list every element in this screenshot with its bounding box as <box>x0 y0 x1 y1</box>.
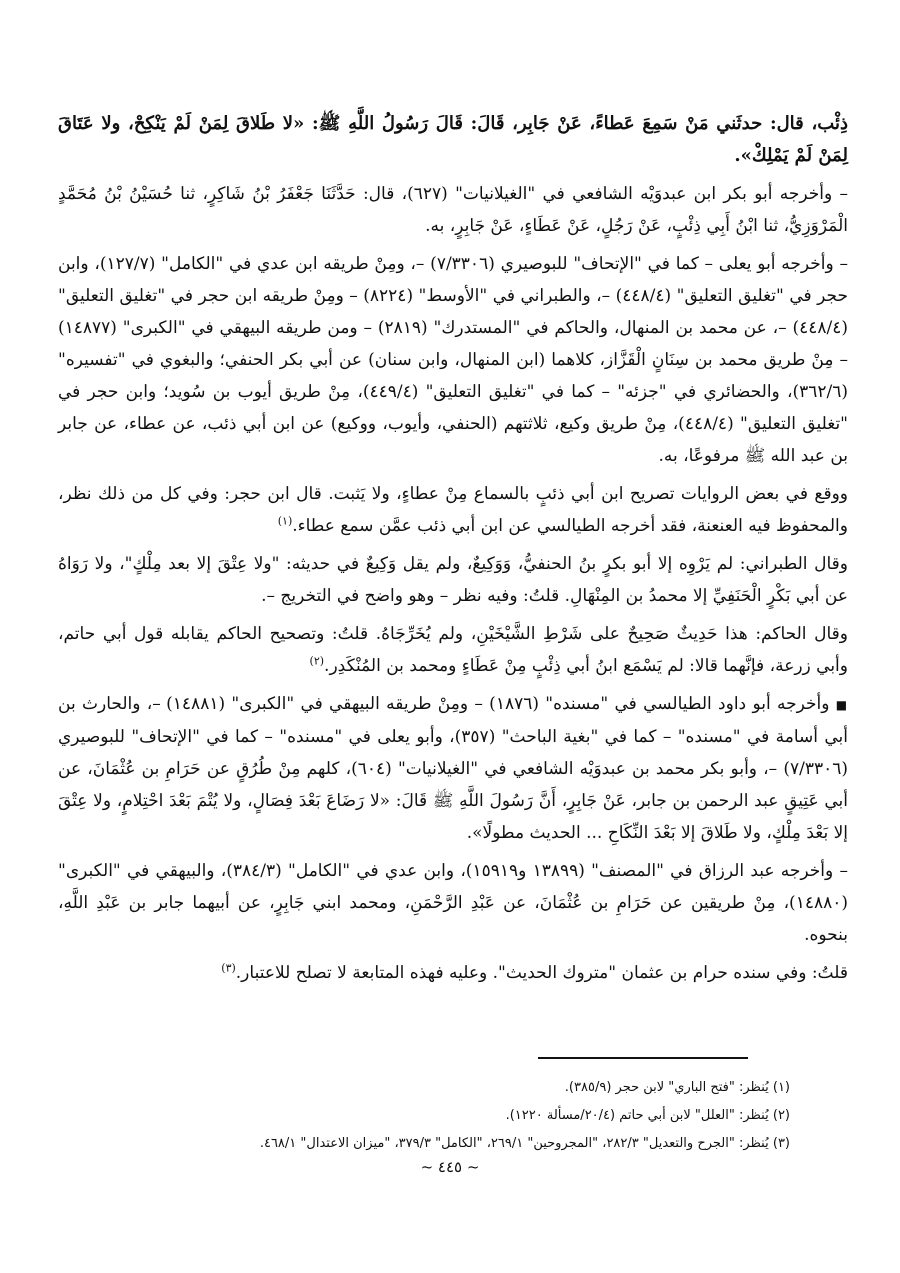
paragraph: – وأخرجه أبو بكر ابن عبدوَيْه الشافعي في "الغيلانيات" (٦٢٧)، قال: حَدَّثَنَا جَعْفَرُ بْنُ شَاكِرٍ، ثنا حُسَيْنُ بْنُ مُحَمَّدٍ الْمَرْوَزِيُّ، ثنا ابْنُ أَبِي ذِئْبٍ، عَنْ رَجُلٍ، عَنْ عَطَاءٍ، عَنْ جَابِرٍ، به. <box>58 184 848 236</box>
footnote: (٣) يُنظر: "الجرح والتعديل" ٢٨٢/٣، "المجروحين" ٢٦٩/١، "الكامل" ٣٧٩/٣، "ميزان الاعتدال" ٤٦٨/١. <box>259 1136 790 1151</box>
paragraph-text: وقال الحاكم: هذا حَدِيثٌ صَحِيحٌ على شَرْطِ الشَّيْخَيْنِ، ولم يُخَرِّجَاهُ. قلتُ: وتصحيح الحاكم يقابله قول أبي حاتم، وأبي زرعة، فإنَّهما قالا: لم يَسْمَع ابنُ أبي ذِئْبٍ مِنْ عَطَاءٍ ومحمد بن المُنْكَدِر. <box>58 624 848 676</box>
paragraph: وقال الطبراني: لم يَرْوِه إلا أبو بكرٍ بنُ الحنفيُّ، وَوَكِيعٌ، ولم يقل وَكِيعٌ في حديثه: "ولا عِتْقَ إلا بعد مِلْكٍ"، ولا رَوَاهُ عن أبي بَكْرٍ الْحَنَفِيِّ إلا محمدُ بن المِنْهَالِ. قلتُ: وفيه نظر – وهو واضح في التخريج –. <box>58 554 848 606</box>
paragraph <box>58 618 848 682</box>
paragraph <box>58 688 848 849</box>
main-text <box>58 108 848 995</box>
footnote: (١) يُنظر: "فتح الباري" لابن حجر (٣٨٥/٩). <box>564 1080 790 1095</box>
footnote-ref[interactable]: (٢) <box>309 654 325 668</box>
footnote-separator <box>538 1057 748 1059</box>
page-number: ~ ٤٤٥ ~ <box>420 1158 480 1176</box>
paragraph-text: قلتُ: وفي سنده حرام بن عثمان "متروك الحديث". وعليه فهذه المتابعة لا تصلح للاعتبار. <box>235 963 848 983</box>
footnote: (٢) يُنظر: "العلل" لابن أبي حاتم (٢٠/٤/مسألة ١٢٢٠). <box>505 1108 790 1123</box>
bullet-marker: ■ <box>835 698 848 712</box>
footnote-ref[interactable]: (٣) <box>221 961 236 975</box>
footnote-ref[interactable]: (١) <box>277 514 293 528</box>
paragraph: – وأخرجه عبد الرزاق في "المصنف" (١٣٨٩٩ و١٥٩١٩)، وابن عدي في "الكامل" (٣٨٤/٣)، والبيهقي في "الكبرى" (١٤٨٨٠)، مِنْ طريقين عن حَرَامِ بن عُثْمَانَ، عن عَبْدِ الرَّحْمَنِ، ومحمد ابني جَابِرٍ، عن أبيهما جابر بن عَبْدِ اللَّهِ، بنحوه. <box>58 861 848 945</box>
paragraph: – وأخرجه أبو يعلى – كما في "الإتحاف" للبوصيري (٧/٣٣٠٦) –، ومِنْ طريقه ابن عدي في "الكامل" (١٢٧/٧)، وابن حجر في "تغليق التعليق" (٤٤٨/٤) –، والطبراني في "الأوسط" (٨٢٢٤) – ومِنْ طريقه ابن حجر في "تغليق التعليق" (٤٤٨/٤) –، عن محمد بن المنهال، والحاكم في "المستدرك" (٢٨١٩) – ومن طريقه البيهقي في "الكبرى" (١٤٨٧٧) – مِنْ طريق محمد بن سِنَانٍ الْقَزَّاز، كلاهما (ابن المنهال، وابن سنان) عن أبي بكر الحنفي؛ والبغوي في "تفسيره" (٣٦٢/٦)، والحضائري في "جزئه" – كما في "تغليق التعليق" (٤٤٩/٤)، مِنْ طريق أيوب بن سُويد؛ وابن حجر في "تغليق التعليق" (٤٤٨/٤)، مِنْ طريق وكيع، ثلاثتهم (الحنفي، وأيوب، ووكيع) عن ابن أبي ذئب، عن عطاء، عن جابر بن عبد الله ﷺ مرفوعًا، به. <box>58 254 848 466</box>
paragraph <box>58 957 848 989</box>
footnotes <box>58 1074 790 1158</box>
paragraph <box>58 478 848 542</box>
hadith-text: ذِئْب، قال: حدثَني مَنْ سَمِعَ عَطاءً، عَنْ جَابِر، قَالَ: قَالَ رَسُولُ اللَّهِ ﷺ: «لا طَلاقَ لِمَنْ لَمْ يَنْكِحْ، ولا عَتَاقَ لِمَنْ لَمْ يَمْلِكْ». <box>58 113 848 166</box>
paragraph-text: وأخرجه أبو داود الطيالسي في "مسنده" (١٨٧٦) – ومِنْ طريقه البيهقي في "الكبرى" (١٤٨٨١) –، والحارث بن أبي أسامة في "مسنده" – كما في "بغية الباحث" (٣٥٧)، وأبو يعلى في "مسنده" – كما في "الإتحاف" للبوصيري (٧/٣٣٠٦) –، وأبو بكر محمد بن عبدوَيْه الشافعي في "الغيلانيات" (٦٠٤)، كلهم مِنْ طُرُقٍ عن حَرَامِ بن عُثْمَانَ، عن أبي عَتِيقٍ عبد الرحمن بن جابر، عَنْ جَابِرٍ، أَنَّ رَسُولَ اللَّهِ ﷺ قَالَ: «لا رَضَاعَ بَعْدَ فِصَالٍ، ولا يُتْمَ بَعْدَ احْتِلامٍ، ولا عِتْقَ إلا بَعْدَ مِلْكٍ، ولا طَلاقَ إلا بَعْدَ النِّكَاحِ ... الحديث مطولًا». <box>58 694 848 843</box>
paragraph-text: ووقع في بعض الروايات تصريح ابن أبي ذئبٍ بالسماع مِنْ عطاءٍ، ولا يَثبت. قال ابن حجر: وفي كل من ذلك نظر، والمحفوظ فيه العنعنة، فقد أخرجه الطيالسي عن ابن أبي ذئب عمَّن سمع عطاء. <box>58 484 848 536</box>
